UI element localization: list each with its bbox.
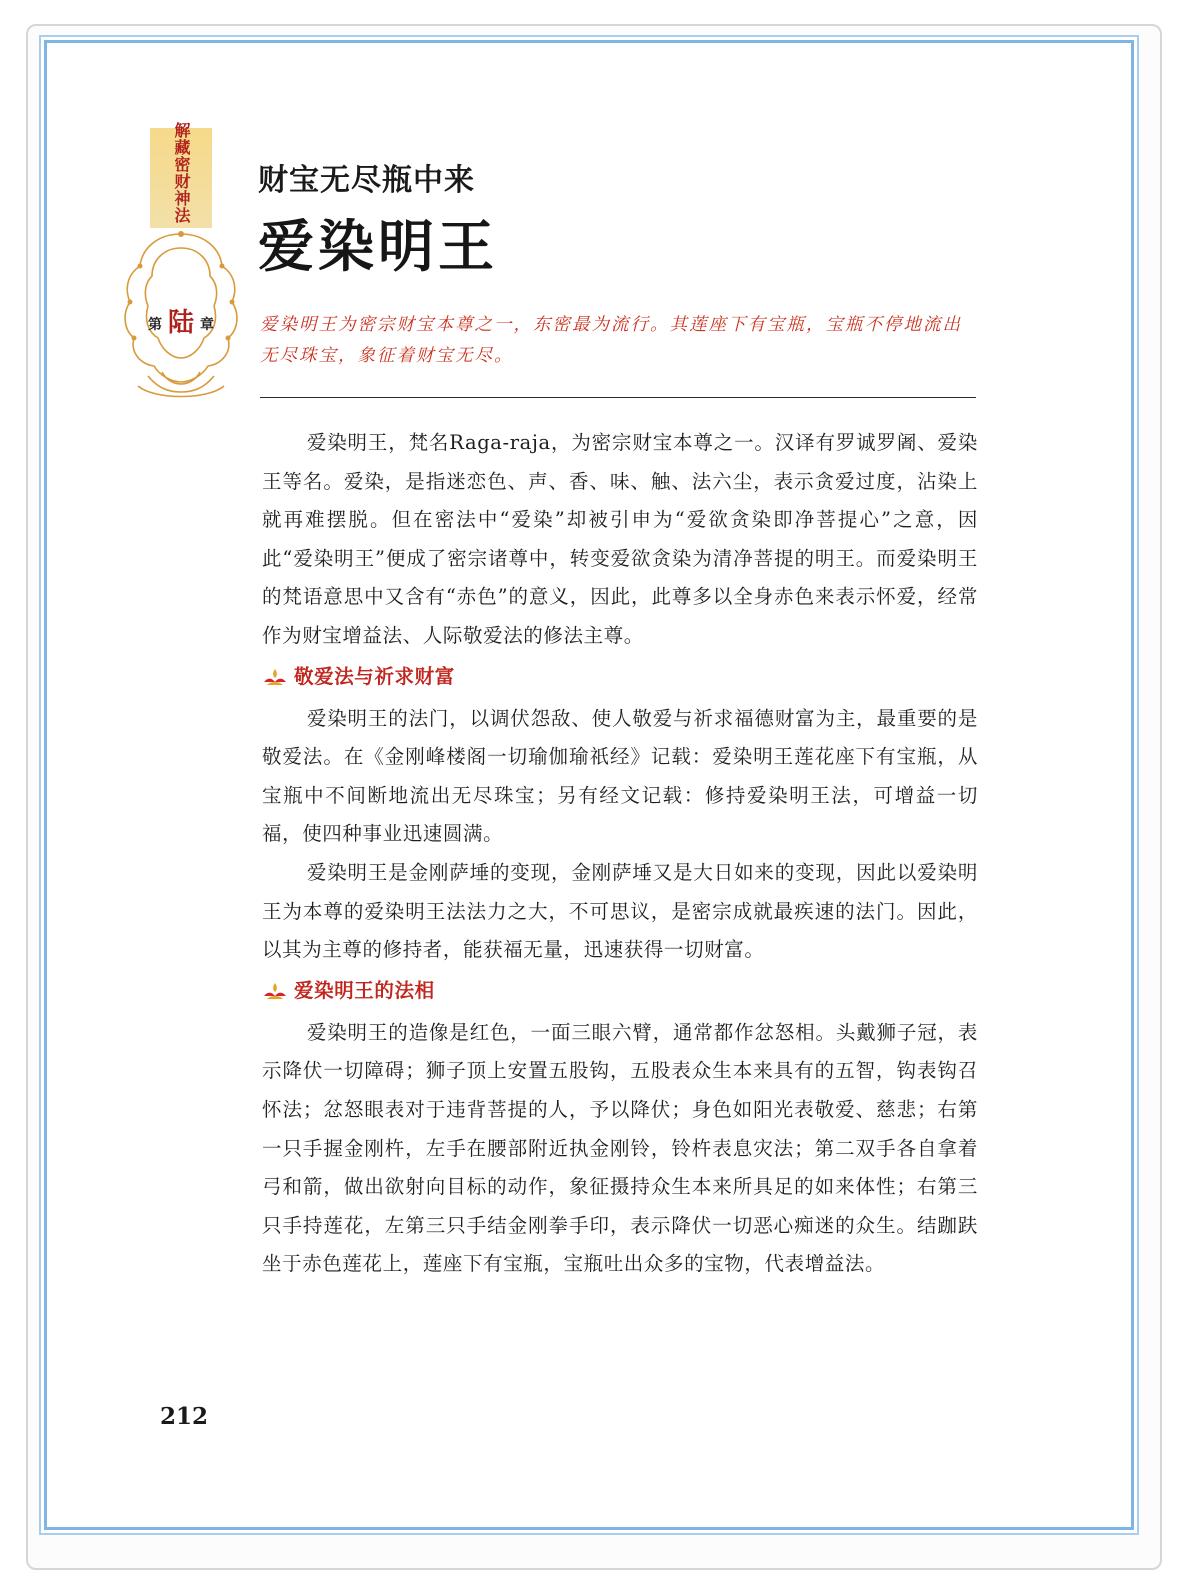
- page-title: 爱染明王: [258, 214, 498, 280]
- chapter-badge-suffix: 章: [200, 317, 214, 333]
- page-subtitle: 财宝无尽瓶中来: [258, 163, 475, 198]
- section-heading-2: [262, 970, 978, 1014]
- chapter-side-tab-text: 解藏密财神法: [172, 122, 191, 224]
- header-divider: [260, 397, 976, 398]
- lotus-flame-icon: [262, 668, 288, 688]
- page-number: 212: [160, 1403, 209, 1430]
- chapter-badge-prefix: 第: [148, 317, 162, 333]
- section-heading-1: [262, 656, 978, 700]
- chapter-side-tab: [150, 122, 212, 228]
- paragraph-4: 爱染明王的造像是红色，一面三眼六臂，通常都作忿怒相。头戴狮子冠，表示降伏一切障碍；狮子顶上安置五股钩，五股表众生本来具有的五智，钩表钩召怀法；忿怒眼表对于违背菩提的人，予以降伏；身色如阳光表敬爱、慈悲；右第一只手握金刚杵，左手在腰部附近执金刚铃，铃杵表息灾法；第二双手各自拿着弓和箭，做出欲射向目标的动作，象征摄持众生本来所具足的如来体性；右第三只手持莲花，左第三只手结金刚拳手印，表示降伏一切恶心痴迷的众生。结跏趺坐于赤色莲花上，莲座下有宝瓶，宝瓶吐出众多的宝物，代表增益法。: [262, 1020, 978, 1276]
- intro-summary: 爱染明王为密宗财宝本尊之一，东密最为流行。其莲座下有宝瓶，宝瓶不停地流出无尽珠宝，象征着财宝无尽。: [260, 315, 962, 366]
- article-body: [262, 424, 978, 1284]
- paragraph-3: 爱染明王是金刚萨埵的变现，金刚萨埵又是大日如来的变现，因此以爱染明王为本尊的爱染明王法法力之大，不可思议，是密宗成就最疾速的法门。因此，以其为主尊的修持者，能获福无量，迅速获得一切财富。: [262, 860, 978, 962]
- chapter-badge: [118, 226, 244, 404]
- paragraph-2: 爱染明王的法门，以调伏怨敌、使人敬爱与祈求福德财富为主，最重要的是敬爱法。在《金刚峰楼阁一切瑜伽瑜祇经》记载：爱染明王莲花座下有宝瓶，从宝瓶中不间断地流出无尽珠宝；另有经文记载：修持爱染明王法，可增益一切福，使四种事业迅速圆满。: [262, 706, 978, 846]
- section-heading-2-text: 爱染明王的法相: [294, 979, 435, 1003]
- section-heading-1-text: 敬爱法与祈求财富: [294, 665, 455, 689]
- lotus-flame-icon: [262, 982, 288, 1002]
- chapter-badge-number: 陆: [168, 308, 195, 338]
- paragraph-1: 爱染明王，梵名Raga-raja，为密宗财宝本尊之一。汉译有罗诚罗阇、爱染王等名。爱染，是指迷恋色、声、香、味、触、法六尘，表示贪爱过度，沾染上就再难摆脱。但在密法中“爱染”却被引申为“爱欲贪染即净菩提心”之意，因此“爱染明王”便成了密宗诸尊中，转变爱欲贪染为清净菩提的明王。而爱染明王的梵语意思中又含有“赤色”的意义，因此，此尊多以全身赤色来表示怀爱，经常作为财宝增益法、人际敬爱法的修法主尊。: [262, 431, 978, 647]
